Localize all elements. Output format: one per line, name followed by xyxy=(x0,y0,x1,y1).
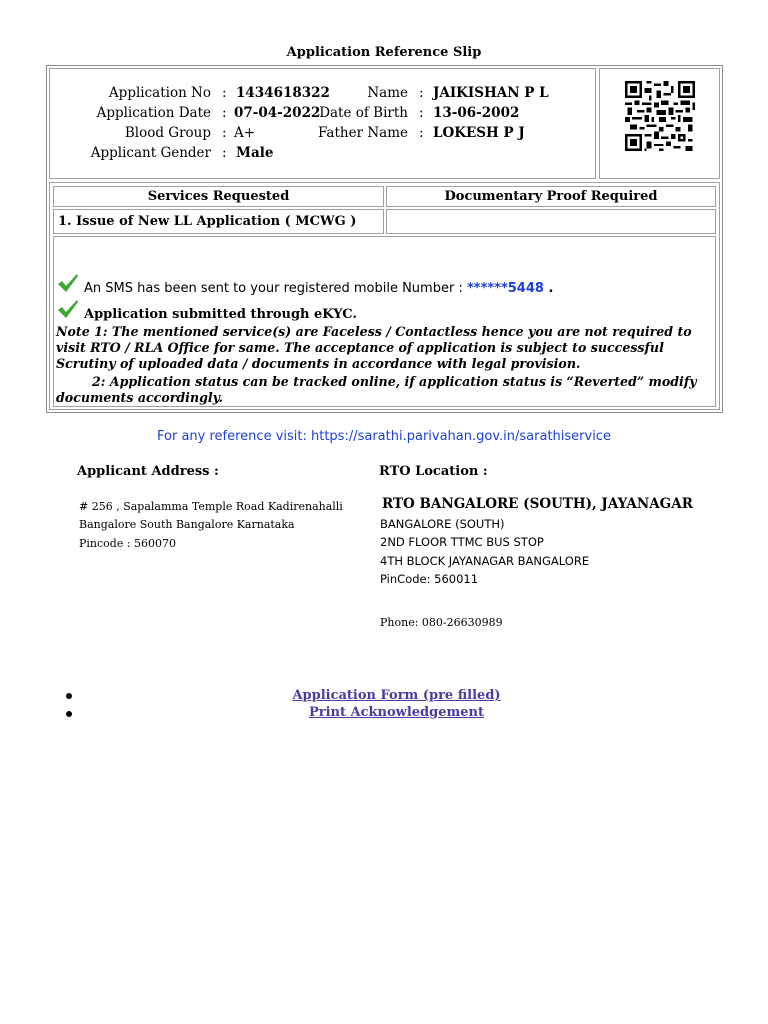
note-2: 2: Application status can be tracked online, if application status is “Reverted” modify documents accordingly. xyxy=(56,374,697,405)
green-check-icon xyxy=(57,299,79,319)
sms-notice xyxy=(84,281,553,296)
service-row-1: 1. Issue of New LL Application ( MCWG ) xyxy=(53,209,384,234)
colon: : xyxy=(419,125,424,141)
colon: : xyxy=(222,85,227,101)
blood-group-label: Blood Group xyxy=(124,125,211,141)
documentary-proof-header: Documentary Proof Required xyxy=(386,186,716,207)
note-1: Note 1: The mentioned service(s) are Faceless / Contactless hence you are not required to visit RTO / RLA Office for same. The acceptance of application is subject to successful Scrutiny of uploaded data / documents in accordance with legal provision. xyxy=(56,324,692,371)
dob-label: Date of Birth xyxy=(319,105,408,121)
father-name-label: Father Name xyxy=(317,125,408,141)
rto-line-1: BANGALORE (SOUTH) xyxy=(380,517,505,531)
green-check-icon xyxy=(57,273,79,293)
address-line-2: Bangalore South Bangalore Karnataka xyxy=(79,518,295,531)
page-title: Application Reference Slip xyxy=(286,45,482,60)
colon: : xyxy=(222,105,227,121)
qr-code-icon xyxy=(625,81,695,151)
name-label: Name xyxy=(367,85,408,101)
rto-location-heading: RTO Location : xyxy=(379,464,488,479)
colon: : xyxy=(222,145,227,161)
sms-suffix: . xyxy=(543,281,554,296)
dob-value: 13-06-2002 xyxy=(433,105,520,121)
colon: : xyxy=(419,105,424,121)
reference-visit-text: For any reference visit: https://sarathi.parivahan.gov.in/sarathiservice xyxy=(157,429,611,444)
rto-line-3: 4TH BLOCK JAYANAGAR BANGALORE xyxy=(380,554,590,568)
masked-mobile-number: ******5448 xyxy=(466,281,544,296)
application-form-link[interactable]: Application Form (pre filled) xyxy=(292,688,501,703)
services-requested-header: Services Requested xyxy=(53,186,384,207)
colon: : xyxy=(419,85,424,101)
application-no-value: 1434618322 xyxy=(236,85,330,101)
rto-line-2: 2ND FLOOR TTMC BUS STOP xyxy=(380,535,544,549)
application-date-value: 07-04-2022 xyxy=(234,105,321,121)
father-name-value: LOKESH P J xyxy=(433,125,525,141)
applicant-address-heading: Applicant Address : xyxy=(77,464,219,479)
print-acknowledgement-link[interactable]: Print Acknowledgement xyxy=(308,705,484,720)
rto-pincode: PinCode: 560011 xyxy=(380,572,479,586)
blood-group-value: A+ xyxy=(234,125,256,141)
address-line-1: # 256 , Sapalamma Temple Road Kadirenahalli xyxy=(79,500,343,513)
rto-name: RTO BANGALORE (SOUTH), JAYANAGAR xyxy=(382,496,693,512)
proof-row-1 xyxy=(386,209,716,234)
application-no-label: Application No xyxy=(108,85,211,101)
address-pincode: Pincode : 560070 xyxy=(79,537,177,550)
gender-label: Applicant Gender xyxy=(90,145,211,161)
sms-text: An SMS has been sent to your registered mobile Number : xyxy=(84,281,467,296)
gender-value: Male xyxy=(236,145,274,161)
colon: : xyxy=(222,125,227,141)
rto-phone: Phone: 080-26630989 xyxy=(380,616,503,629)
application-date-label: Application Date xyxy=(96,105,211,121)
ekyc-notice: Application submitted through eKYC. xyxy=(84,307,357,322)
name-value: JAIKISHAN P L xyxy=(433,85,549,101)
